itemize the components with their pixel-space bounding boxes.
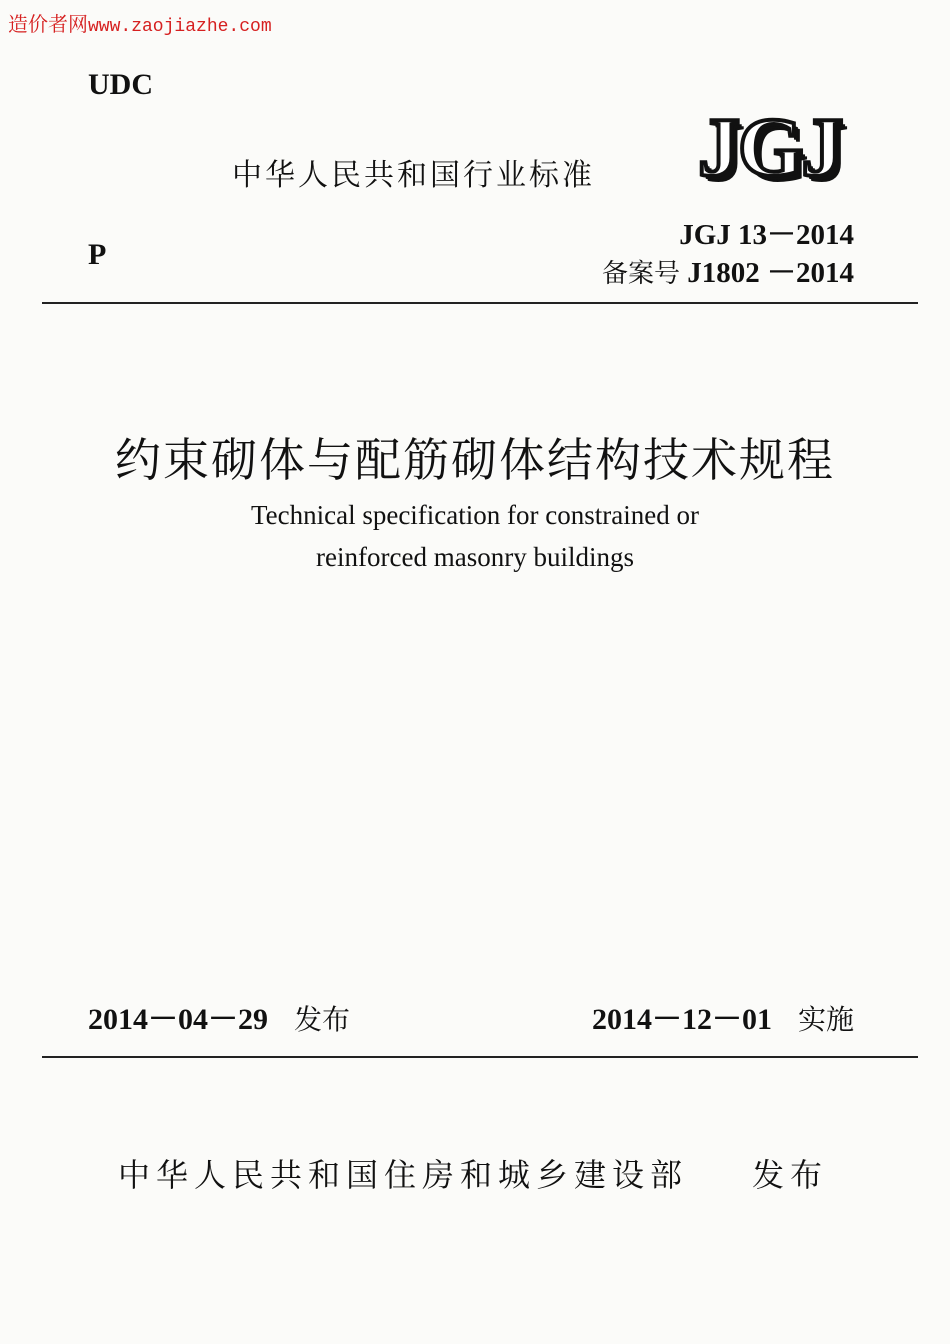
bottom-divider xyxy=(42,1056,918,1058)
classification-code: P xyxy=(88,238,107,271)
publish-label: 发布 xyxy=(752,1156,829,1194)
watermark-url: www.zaojiazhe.com xyxy=(88,17,272,37)
watermark-site-name: 造价者网 xyxy=(8,12,88,36)
effective-date xyxy=(592,994,854,1038)
issue-label: 发布 xyxy=(294,1003,351,1036)
issue-date-value: 2014－04－29 xyxy=(88,1003,268,1036)
watermark xyxy=(8,8,272,37)
record-number xyxy=(602,250,854,291)
title-english-line-2: reinforced masonry buildings xyxy=(316,542,634,572)
effective-label: 实施 xyxy=(797,1003,854,1036)
record-value: J1802 －2014 xyxy=(687,257,854,289)
industry-standard-heading: 中华人民共和国行业标准 xyxy=(232,158,595,193)
record-label: 备案号 xyxy=(601,259,680,289)
issue-date xyxy=(88,994,350,1038)
standard-number: JGJ 13－2014 xyxy=(679,219,854,251)
top-divider xyxy=(42,302,918,304)
jgj-logo: JGJ xyxy=(698,101,842,194)
title-chinese: 约束砌体与配筋砌体结构技术规程 xyxy=(115,433,835,487)
udc-label: UDC xyxy=(88,68,153,101)
title-english-line-1: Technical specification for constrained or xyxy=(251,500,699,530)
publisher-name: 中华人民共和国住房和城乡建设部 xyxy=(118,1156,689,1194)
effective-date-value: 2014－12－01 xyxy=(591,1003,772,1036)
